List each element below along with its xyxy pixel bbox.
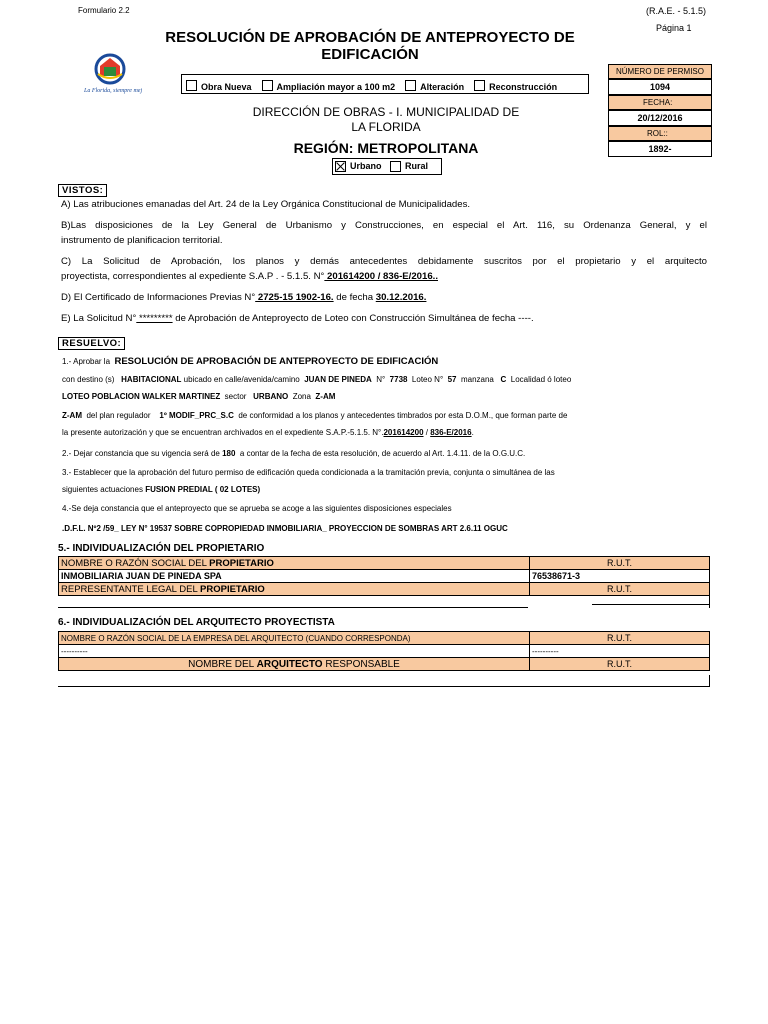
firm-name-header: NOMBRE O RAZÓN SOCIAL DE LA EMPRESA DEL ARQUITECTO (CUANDO CORRESPONDA) [59, 632, 530, 645]
vistos-section [61, 197, 707, 326]
r1-prefix: 1.- Aprobar la [62, 357, 111, 366]
region: REGIÓN: METROPOLITANA [293, 140, 479, 156]
owner-name-header-bold: PROPIETARIO [209, 557, 274, 569]
form-id: Formulario 2.2 [78, 6, 130, 15]
rep-header-text: REPRESENTANTE LEGAL DEL [61, 583, 201, 595]
resuelvo-label: RESUELVO: [58, 337, 125, 350]
permit-date: 20/12/2016 [608, 110, 712, 126]
svg-text:La Florida, siempre mejor: La Florida, siempre mejor [84, 88, 142, 94]
l5-exp1: 201614200 [383, 428, 424, 437]
visto-d-text: D) El Certificado de Informaciones Previas N° [61, 292, 256, 303]
visto-e-text: E) La Solicitud N° [61, 313, 137, 324]
title-line-2: EDIFICACIÓN [321, 46, 419, 63]
visto-d-mid: de fecha [333, 292, 376, 303]
architect-header-post: RESPONSABLE [322, 658, 400, 670]
resuelvo-section [62, 355, 710, 536]
resuelvo-3-line2 [62, 483, 710, 497]
work-type-label: Ampliación mayor a 100 m2 [276, 82, 396, 92]
plan-value: 1º MODIF_PRC_S.C [159, 411, 234, 420]
work-type-label: Alteración [420, 82, 465, 92]
l5-exp2: 836-E/2016 [430, 428, 472, 437]
resuelvo-1-line5 [62, 426, 710, 440]
r2-prefix: 2.- Dejar constancia que su vigencia será de [62, 449, 220, 458]
visto-b-line2: instrumento de planificacion territorial. [61, 235, 223, 246]
calle-value: JUAN DE PINEDA [304, 375, 372, 384]
urbano-checkbox[interactable] [335, 161, 346, 172]
firm-rut-header: R.U.T. [530, 632, 710, 645]
visto-c-line2 [61, 269, 707, 284]
zona-value-2: Z-AM [62, 411, 82, 420]
work-type-checkbox[interactable] [262, 80, 273, 91]
rep-rut-header: R.U.T. [530, 583, 710, 596]
owner-heading: 5.- INDIVIDUALIZACIÓN DEL PROPIETARIO [58, 543, 265, 554]
permit-number: 1094 [608, 79, 712, 95]
manzana-label: manzana [460, 375, 494, 384]
owner-name-header [59, 557, 530, 570]
title-line-1: RESOLUCIÓN DE APROBACIÓN DE ANTEPROYECTO DE [165, 29, 575, 46]
ubicado-label: ubicado en calle/avenida/camino [183, 375, 300, 384]
resuelvo-1-line4 [62, 409, 710, 423]
work-type-label: Reconstrucción [489, 82, 558, 92]
numero-label: N° [376, 375, 386, 384]
page-number: Página 1 [656, 23, 692, 33]
resuelvo-1-line2 [62, 373, 710, 387]
solicitud-number: ********* [136, 313, 173, 324]
sector-label: sector [224, 392, 247, 401]
numero-value: 7738 [389, 375, 408, 384]
architect-heading: 6.- INDIVIDUALIZACIÓN DEL ARQUITECTO PROYECTISTA [58, 617, 335, 628]
destino-label: con destino (s) [62, 375, 115, 384]
expediente-number: 201614200 / 836-E/2016.. [324, 271, 438, 282]
permit-date-label: FECHA: [608, 95, 712, 110]
vistos-label: VISTOS: [58, 184, 107, 197]
architect-table [58, 631, 710, 671]
architect-name-header [59, 658, 530, 671]
resuelvo-1-line3 [62, 390, 710, 404]
authority [210, 105, 562, 135]
work-type-label: Obra Nueva [201, 82, 252, 92]
municipal-logo [82, 52, 142, 96]
zona-label: Zona [292, 392, 311, 401]
rep-name-line [58, 607, 528, 608]
visto-a: A) Las atribuciones emanadas del Art. 24 de la Ley Orgánica Constitucional de Municipalidades. [61, 199, 471, 210]
architect-bottom-line [58, 686, 710, 687]
work-type-options [186, 77, 567, 95]
owner-name: INMOBILIARIA JUAN DE PINEDA SPA [59, 570, 530, 583]
work-type-checkbox[interactable] [405, 80, 416, 91]
visto-b-line1: B)Las disposiciones de la Ley General de Urbanismo y Construcciones, en especial el Art. 116, su Ordenanza General, y el [61, 220, 707, 231]
resuelvo-1 [62, 355, 710, 369]
architect-header-text: NOMBRE DEL [188, 658, 257, 670]
work-type-box [181, 74, 589, 94]
resuelvo-4: 4.-Se deja constancia que el anteproyecto que se aprueba se acoge a las siguientes disposiciones especiales [62, 504, 452, 513]
lote-value: 57 [447, 375, 457, 384]
cip-date: 30.12.2016. [375, 292, 427, 303]
rol-label: ROL:: [608, 126, 712, 141]
localidad-label: Localidad ó loteo [510, 375, 572, 384]
authority-line-2: LA FLORIDA [351, 120, 421, 134]
permit-block [608, 64, 712, 157]
architect-rut-header: R.U.T. [530, 658, 710, 671]
owner-rut: 76538671-3 [530, 570, 710, 583]
loteo-value: LOTEO POBLACION WALKER MARTINEZ [62, 392, 221, 401]
visto-e-post: de Aprobación de Anteproyecto de Loteo con Construcción Simultánea de fecha ----. [172, 313, 534, 324]
resuelvo-2 [62, 447, 710, 461]
lote-label: Loteo N° [411, 375, 444, 384]
zona-value: Z-AM [315, 392, 336, 401]
visto-d [61, 290, 707, 305]
urbano-label: Urbano [350, 161, 382, 171]
vigencia-days: 180 [222, 449, 236, 458]
resuelvo-3-line1: 3.- Establecer que la aprobación del futuro permiso de edificación queda condicionada a la tramitación previa, conjunta o simultánea de las [62, 468, 555, 477]
rep-rut-line [592, 604, 710, 605]
l5-prefix: la presente autorización y que se encuentran archivados en el expediente S.A.P.-5.1.5. N°. [62, 428, 384, 437]
work-type-checkbox[interactable] [186, 80, 197, 91]
plan-post: de conformidad a los planos y antecedentes timbrados por esta D.O.M., que forman parte de [238, 411, 568, 420]
r3-prefix: siguientes actuaciones [62, 485, 143, 494]
firm-rut: ---------- [530, 645, 710, 658]
rol-value: 1892- [608, 141, 712, 157]
authority-line-1: DIRECCIÓN DE OBRAS - I. MUNICIPALIDAD DE [252, 105, 520, 119]
work-type-checkbox[interactable] [474, 80, 485, 91]
owner-table [58, 556, 710, 596]
rae-code: (R.A.E. - 5.1.5) [646, 6, 707, 16]
cip-number: 2725-15 1902-16. [255, 292, 334, 303]
manzana-value: C [500, 375, 507, 384]
firm-name: ---------- [59, 645, 530, 658]
permit-number-label: NÚMERO DE PERMISO [608, 64, 712, 79]
rural-label: Rural [405, 161, 429, 171]
owner-rut-header: R.U.T. [530, 557, 710, 570]
zone-type-box [332, 158, 442, 175]
r2-post: a contar de la fecha de esta resolución, de acuerdo al Art. 1.4.11. de la O.G.U.C. [239, 449, 526, 458]
rural-checkbox[interactable] [390, 161, 401, 172]
sector-value: URBANO [253, 392, 289, 401]
destino-value: HABITACIONAL [121, 375, 182, 384]
visto-e [61, 311, 707, 326]
rep-name-header [59, 583, 530, 596]
rep-header-bold: PROPIETARIO [200, 583, 265, 595]
page-title [120, 29, 620, 63]
plan-label: del plan regulador [86, 411, 151, 420]
visto-c-text: proyectista, correspondientes al expediente S.A.P . - 5.1.5. N° [61, 271, 325, 282]
l5-end: . [471, 428, 474, 437]
architect-header-bold: ARQUITECTO [256, 658, 323, 670]
owner-name-header-text: NOMBRE O RAZÓN SOCIAL DEL [61, 557, 210, 569]
architect-right-border [709, 675, 710, 687]
l5-sep: / [423, 428, 431, 437]
r3-value: FUSION PREDIAL ( 02 LOTES) [145, 485, 261, 494]
rep-right-border [709, 596, 710, 608]
visto-c-line1: C) La Solicitud de Aprobación, los planos y demás antecedentes debidamente suscritos por el propietario y el arquitecto [61, 256, 707, 267]
resuelvo-4-value: .D.F.L. Nº2 /59_ LEY N° 19537 SOBRE COPROPIEDAD INMOBILIARIA_ PROYECCION DE SOMBRAS ART 2.6.11 OGUC [62, 524, 508, 533]
r1-title: RESOLUCIÓN DE APROBACIÓN DE ANTEPROYECTO DE EDIFICACIÓN [114, 356, 439, 367]
